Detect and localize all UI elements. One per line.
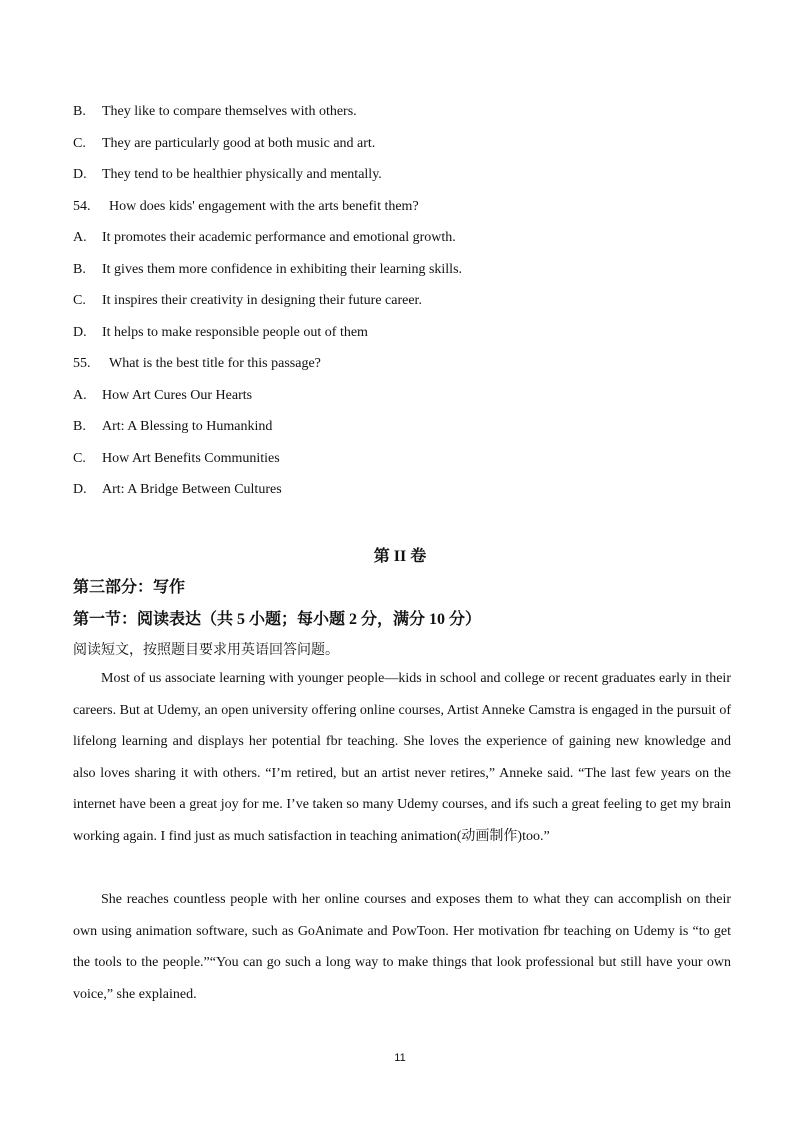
option-letter: B. bbox=[73, 262, 86, 277]
q53-option-c bbox=[73, 136, 375, 152]
q55-option-b bbox=[73, 419, 272, 435]
passage-paragraph-2: She reaches countless people with her online courses and exposes them to what they can accomplish on their own using animation software, such as GoAnimate and PowToon. Her motivation fbr teaching on Udemy is “to get the tools to the people.”“You can go such a long way to make things that look professional but still have your own voice,” she explained. bbox=[73, 892, 731, 1002]
option-text: It inspires their creativity in designing their future career. bbox=[102, 293, 422, 308]
option-text: How Art Benefits Communities bbox=[102, 451, 280, 466]
option-letter: D. bbox=[73, 482, 87, 497]
page-number: 11 bbox=[394, 1052, 406, 1064]
q55-option-c bbox=[73, 451, 280, 467]
q53-option-b bbox=[73, 104, 357, 120]
option-text: They like to compare themselves with others. bbox=[102, 104, 357, 119]
q55-option-d bbox=[73, 482, 282, 498]
option-letter: C. bbox=[73, 451, 86, 466]
q54-option-b bbox=[73, 262, 462, 278]
q54-option-c bbox=[73, 293, 422, 309]
option-text: It helps to make responsible people out of them bbox=[102, 325, 368, 340]
question-text: What is the best title for this passage? bbox=[109, 356, 321, 371]
q54-option-a bbox=[73, 230, 456, 246]
option-text: Art: A Bridge Between Cultures bbox=[102, 482, 282, 497]
option-text: They tend to be healthier physically and mentally. bbox=[102, 167, 382, 182]
volume-title: 第 II 卷 bbox=[373, 548, 427, 565]
option-letter: A. bbox=[73, 230, 87, 245]
option-letter: A. bbox=[73, 388, 87, 403]
option-text: They are particularly good at both music and art. bbox=[102, 136, 376, 151]
instruction-text: 阅读短文，按照题目要求用英语回答问题。 bbox=[73, 643, 339, 658]
option-text: It promotes their academic performance and emotional growth. bbox=[102, 230, 456, 245]
option-letter: B. bbox=[73, 104, 86, 119]
part-title: 第三部分：写作 bbox=[73, 579, 186, 596]
option-letter: C. bbox=[73, 293, 86, 308]
option-letter: D. bbox=[73, 167, 87, 182]
question-number: 55. bbox=[73, 356, 91, 371]
option-text: Art: A Blessing to Humankind bbox=[102, 419, 273, 434]
q55-option-a bbox=[73, 388, 252, 404]
section-title: 第一节：阅读表达（共 5 小题；每小题 2 分，满分 10 分） bbox=[73, 611, 482, 628]
question-55 bbox=[73, 356, 321, 372]
option-text: How Art Cures Our Hearts bbox=[102, 388, 253, 403]
question-54 bbox=[73, 199, 419, 215]
option-letter: D. bbox=[73, 325, 87, 340]
question-number: 54. bbox=[73, 199, 91, 214]
option-letter: B. bbox=[73, 419, 86, 434]
option-letter: C. bbox=[73, 136, 86, 151]
q53-option-d bbox=[73, 167, 382, 183]
q54-option-d bbox=[73, 325, 368, 341]
question-text: How does kids' engagement with the arts benefit them? bbox=[109, 199, 419, 214]
option-text: It gives them more confidence in exhibiting their learning skills. bbox=[102, 262, 463, 277]
passage-paragraph-1: Most of us associate learning with younger people—kids in school and college or recent graduates early in their careers. But at Udemy, an open university offering online courses, Artist Anneke Camstra is engaged in the pursuit of lifelong learning and displays her potential fbr teaching. She loves the experience of gaining new knowledge and also loves sharing it with others. “I’m retired, but an artist never retires,” Anneke said. “The last few years on the internet have been a great joy for me. I’ve taken so many Udemy courses, and ifs such a great feeling to get my brain working again. I find just as much satisfaction in teaching animation(动画制作)too.” bbox=[73, 671, 731, 844]
